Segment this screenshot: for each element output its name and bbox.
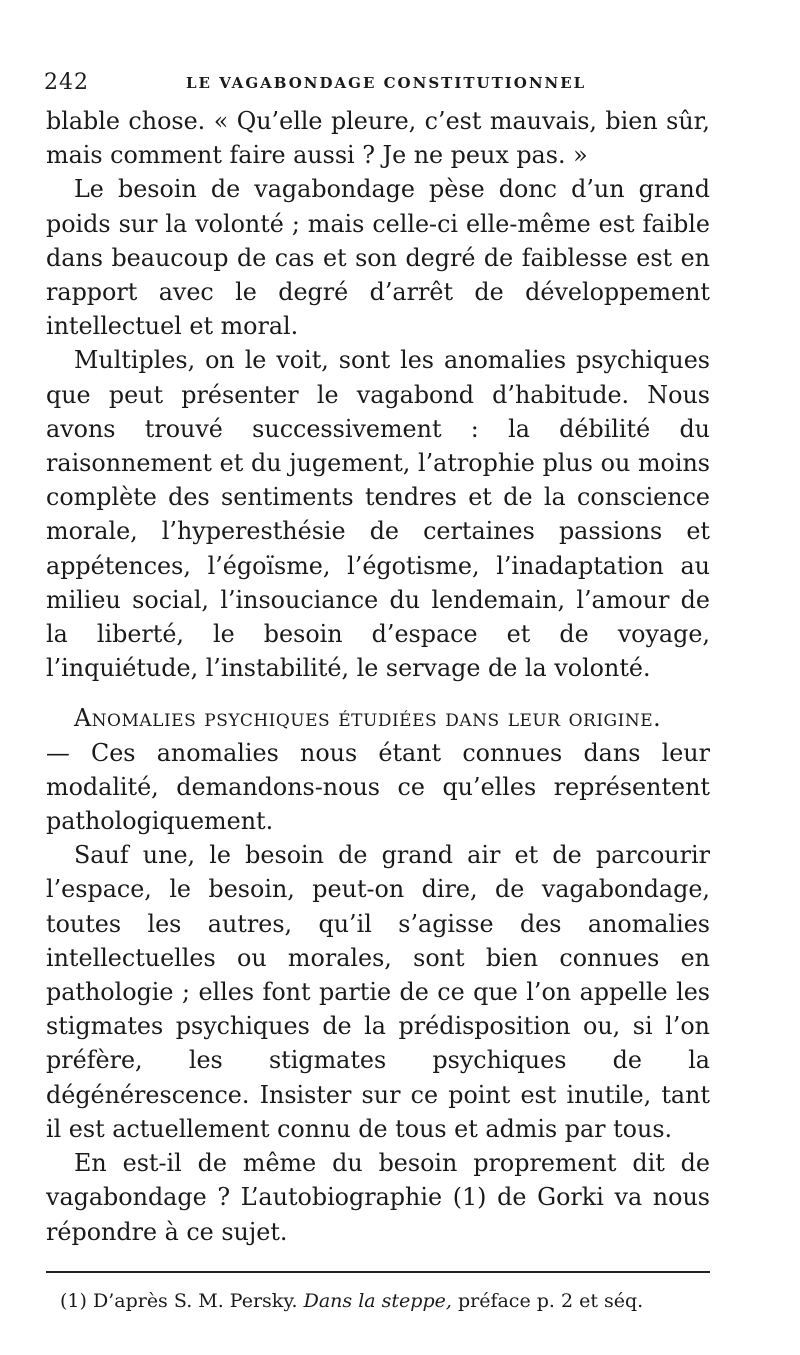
section-paragraph [46,701,710,735]
running-head [44,64,704,104]
section-heading: Anomalies psychiques étudiées dans leur origine. [74,704,662,733]
footnote-marker: (1) [60,1290,87,1312]
running-title: LE VAGABONDAGE CONSTITUTIONNEL [186,74,587,92]
page-number: 242 [44,70,89,95]
footnote [60,1288,710,1314]
footnote-rest: préface p. 2 et séq. [457,1290,644,1312]
footnote-author: D’après S. M. Persky. [92,1290,298,1312]
body-text [46,104,710,1249]
footnote-title: Dans la steppe, [303,1290,452,1312]
paragraph-3: Multiples, on le voit, sont les anomalies psychiques que peut présenter le vagabond d’habitude. Nous avons trouvé successivement : la débilité du raisonnement et du jugement, l’atrophie plus ou moins complète des sentiments tendres et de la conscience morale, l’hyperesthésie de certaines passions et appétences, l’égoïsme, l’égotisme, l’inadaptation au milieu social, l’insouciance du lendemain, l’amour de la liberté, le besoin d’espace et de voyage, l’inquiétude, l’instabilité, le servage de la volonté. [46,346,710,683]
paragraph-5: Sauf une, le besoin de grand air et de parcourir l’espace, le besoin, peut-on dire, de vagabondage, toutes les autres, qu’il s’agisse des anomalies intellectuelles ou morales, sont bien connues en pathologie ; elles font partie de ce que l’on appelle les stigmates psychiques de la prédisposition ou, si l’on préfère, les stigmates psychiques de la dégénérescence. Insister sur ce point est inutile, tant il est actuellement connu de tous et admis par tous. [46,841,710,1143]
paragraph-1: blable chose. « Qu’elle pleure, c’est mauvais, bien sûr, mais comment faire aussi ? Je ne peux pas. » [46,107,710,170]
footnote-rule [46,1271,710,1273]
paragraph-6: En est-il de même du besoin proprement dit de vagabondage ? L’autobiographie (1) de Gorki va nous répondre à ce sujet. [46,1149,710,1246]
paragraph-2: Le besoin de vagabondage pèse donc d’un grand poids sur la volonté ; mais celle-ci elle-même est faible dans beaucoup de cas et son degré de faiblesse est en rapport avec le degré d’arrêt de développement intellectuel et moral. [46,175,710,341]
paragraph-4: — Ces anomalies nous étant connues dans leur modalité, demandons-nous ce qu’elles représentent pathologiquement. [46,738,710,836]
